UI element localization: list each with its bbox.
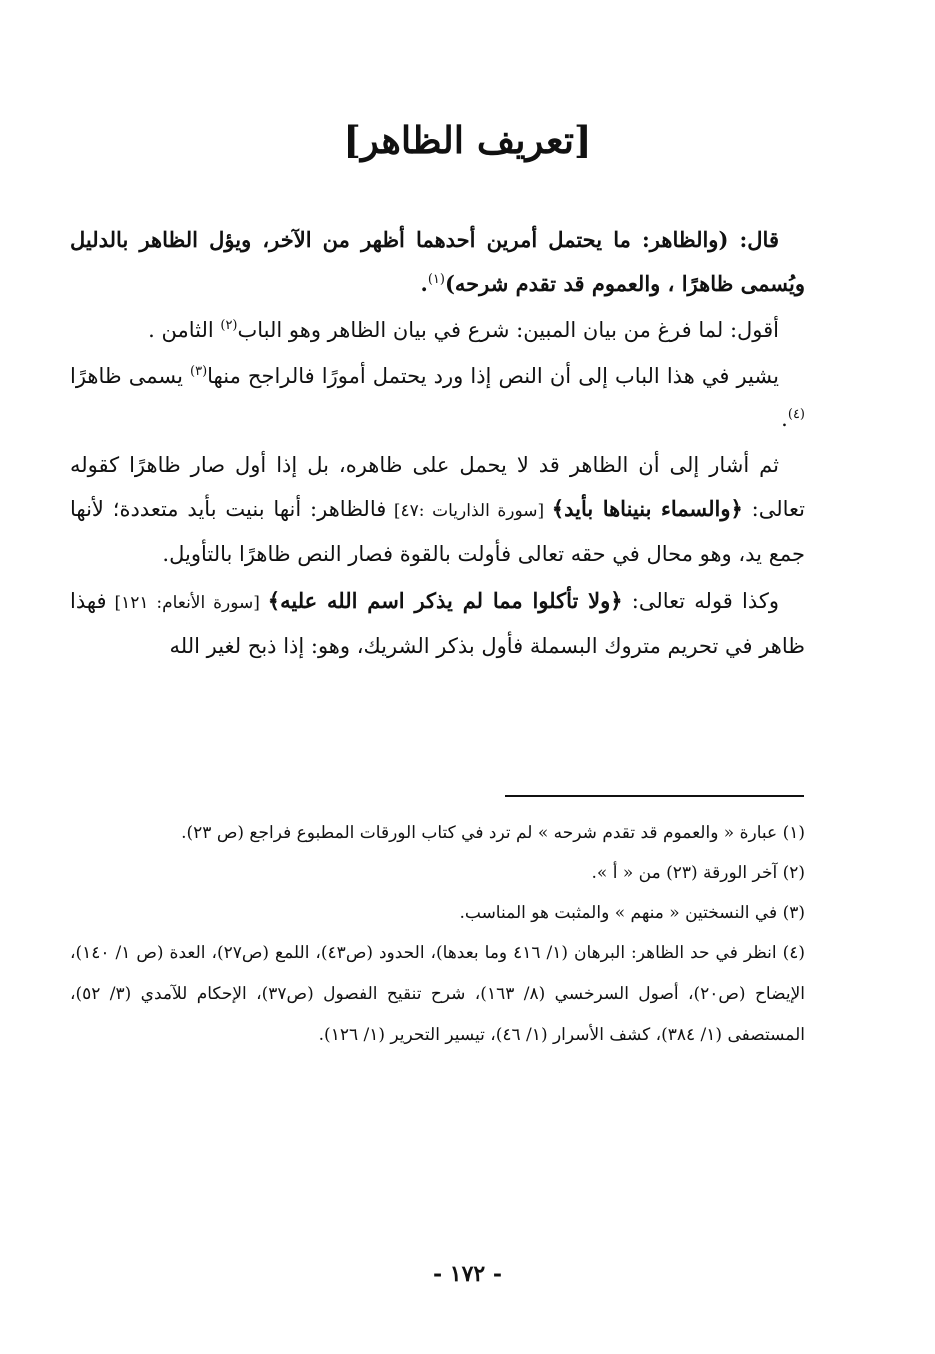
footnote-ref-3: (٣) — [190, 364, 208, 379]
paragraph-3-end: . — [781, 407, 788, 431]
quran-verse-2: ﴿ولا تأكلوا مما لم يذكر اسم الله عليه﴾ — [267, 588, 623, 613]
footnote-4: (٤) انظر في حد الظاهر: البرهان (١/ ٤١٦ وما بعدها)، الحدود (ص٤٣)، اللمع (ص٢٧)، العدة (ص ١/ ١٤٠)، الإيضاح (ص٢٠)، أصول السرخسي (٨/ ١٦٣)، شرح تنقيح الفصول (ص٣٧)، الإحكام للآمدي (٣/ ٥٢)، المستصفى (١/ ٣٨٤)، كشف الأسرار (١/ ٤٦)، تيسير التحرير (١/ ١٢٦). — [70, 943, 806, 1045]
footnote-ref-1: (١) — [427, 272, 445, 287]
verse-reference-2: [سورة الأنعام: ١٢١] — [106, 593, 268, 613]
page-number: - ١٧٢ - — [432, 1261, 503, 1287]
footnote-3: (٣) في النسختين « منهم » والمثبت هو المناسب. — [459, 903, 805, 923]
paragraph-4-text-1: ثم أشار إلى أن الظاهر قد لا يحمل على ظاهره، بل إذا أول صار ظاهرًا كقوله تعالى: — [70, 453, 806, 521]
paragraph-4-text-2: فالظاهر: أنها بنيت بأيد متعددة؛ لأنها جمع يد، وهو محال في حقه تعالى فأولت بالقوة فصار النص ظاهرًا بالتأويل. — [70, 497, 805, 566]
section-title: [تعريف الظاهر] — [343, 118, 592, 162]
footnote-separator — [505, 795, 804, 797]
quoted-matn: (والظاهر: ما يحتمل أمرين أحدهما أظهر من الآخر، ويؤل الظاهر بالدليل ويُسمى ظاهرًا ، والعموم قد تقدم شرحه) — [70, 227, 805, 296]
paragraph-2-text: أقول: لما فرغ من بيان المبين: شرع في بيان الظاهر وهو الباب — [237, 318, 779, 342]
paragraph-1 — [70, 218, 805, 306]
paragraph-2-end: الثامن . — [148, 318, 221, 342]
footnotes — [70, 818, 805, 1065]
quran-verse-1: ﴿والسماء بنيناها بأيد﴾ — [551, 496, 743, 521]
main-text — [70, 218, 805, 671]
footnote-2: (٢) آخر الورقة (٢٣) من « أ ». — [591, 863, 805, 883]
paragraph-3-mid: يسمى ظاهرًا — [70, 364, 191, 388]
footnote-ref-2: (٢) — [220, 318, 238, 333]
paragraph-2 — [70, 309, 805, 352]
footnote-ref-4: (٤) — [787, 407, 805, 422]
paragraph-1-end: . — [420, 271, 428, 296]
paragraph-5-text-2: فهذا ظاهر في تحريم متروك البسملة فأول بذكر الشريك، وهو: إذا ذبح لغير الله — [70, 589, 805, 658]
paragraph-1-start: قال: — [728, 227, 779, 252]
paragraph-3-text: يشير في هذا الباب إلى أن النص إذا ورد يحتمل أمورًا فالراجح منها — [207, 364, 779, 388]
paragraph-5-text-1: وكذا قوله تعالى: — [622, 589, 779, 613]
verse-reference-1: [سورة الذاريات :٤٧] — [386, 501, 552, 521]
paragraph-3 — [70, 355, 805, 441]
paragraph-4 — [70, 444, 805, 576]
paragraph-5 — [70, 579, 805, 668]
footnote-1: (١) عبارة « والعموم قد تقدم شرحه » لم ترد في كتاب الورقات المطبوع فراجع (ص ٢٣). — [181, 823, 805, 843]
